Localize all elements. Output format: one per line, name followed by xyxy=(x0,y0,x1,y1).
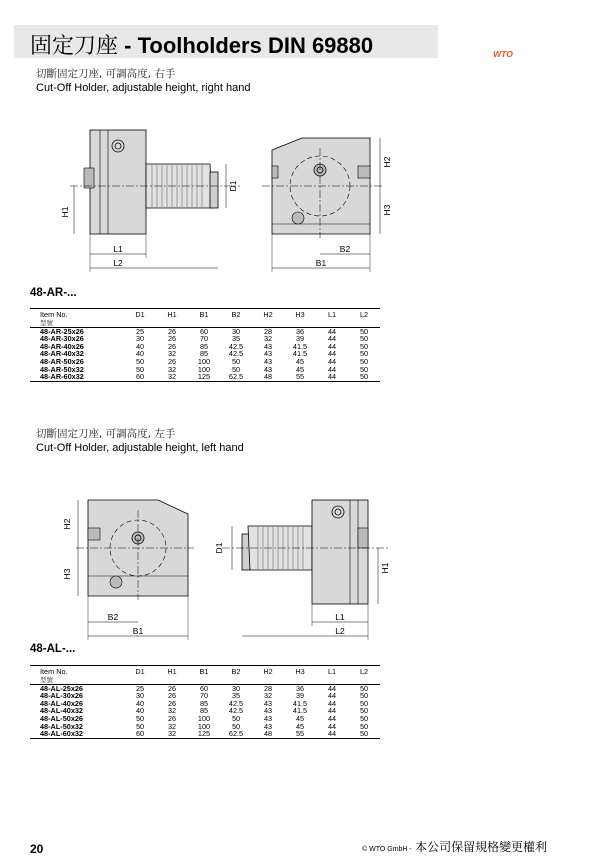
table-cell: 50 xyxy=(359,349,369,359)
table-cell: 44 xyxy=(327,721,337,731)
table-cell: 50 xyxy=(359,691,369,701)
table-cell: 32 xyxy=(167,729,177,739)
table-cell: 25 xyxy=(135,683,145,693)
table-cell: 25 xyxy=(135,326,145,336)
table-cell: 28 xyxy=(263,326,273,336)
right-hand-subtitle-zh: 切斷固定刀座, 可調高度, 右手 xyxy=(36,68,176,80)
table-cell: 43 xyxy=(263,349,273,359)
dim-label: H3 xyxy=(382,204,392,216)
page-title xyxy=(30,29,373,60)
table-cell: 26 xyxy=(167,691,177,701)
table-cell: 50 xyxy=(359,721,369,731)
col-header: H1 xyxy=(156,666,188,685)
item-number-cell: 48-AR-50x26 xyxy=(40,356,84,366)
dim-label: B2 xyxy=(339,244,351,254)
col-header: H1 xyxy=(156,309,188,328)
right-hand-spec-table xyxy=(30,308,380,382)
table-cell: 42.5 xyxy=(228,706,244,716)
page-title-chinese: 固定刀座 xyxy=(30,34,119,59)
col-header: H2 xyxy=(252,309,284,328)
dim-label: D1 xyxy=(214,542,224,554)
col-header: L1 xyxy=(316,666,348,685)
col-header: B2 xyxy=(220,666,252,685)
col-header: D1 xyxy=(124,309,156,328)
table-cell: 32 xyxy=(167,364,177,374)
table-cell: 50 xyxy=(359,713,369,723)
table-cell: 40 xyxy=(135,349,145,359)
table-cell: 50 xyxy=(231,721,241,731)
table-cell: 44 xyxy=(327,326,337,336)
col-header: L2 xyxy=(348,666,380,685)
table-cell: 44 xyxy=(327,341,337,351)
item-number-cell: 48-AR-40x26 xyxy=(40,341,84,351)
left-hand-spec-table xyxy=(30,665,380,739)
table-cell: 85 xyxy=(199,698,209,708)
table-cell: 100 xyxy=(197,713,211,723)
table-cell: 50 xyxy=(231,364,241,374)
item-number-cell: 48-AL-50x32 xyxy=(40,721,83,731)
table-cell: 43 xyxy=(263,706,273,716)
table-row xyxy=(30,373,380,381)
table-cell: 42.5 xyxy=(228,341,244,351)
item-number-cell: 48-AR-50x32 xyxy=(40,364,84,374)
wto-logo xyxy=(450,24,557,62)
item-number-cell: 48-AL-40x26 xyxy=(40,698,83,708)
table-cell: 50 xyxy=(135,713,145,723)
table-cell: 43 xyxy=(263,721,273,731)
table-cell: 44 xyxy=(327,364,337,374)
table-cell: 55 xyxy=(295,372,305,382)
table-cell: 85 xyxy=(199,706,209,716)
table-cell: 60 xyxy=(199,326,209,336)
item-number-cell: 48-AL-40x32 xyxy=(40,706,83,716)
item-number-cell: 48-AL-25x26 xyxy=(40,683,83,693)
table-cell: 50 xyxy=(135,356,145,366)
table-cell: 44 xyxy=(327,683,337,693)
table-cell: 40 xyxy=(135,341,145,351)
page-number: 20 xyxy=(30,842,44,856)
table-cell: 44 xyxy=(327,372,337,382)
table-cell: 43 xyxy=(263,341,273,351)
dim-label: H3 xyxy=(62,568,72,580)
table-cell: 50 xyxy=(359,698,369,708)
table-cell: 30 xyxy=(135,334,145,344)
table-cell: 32 xyxy=(263,691,273,701)
table-cell: 41.5 xyxy=(292,341,308,351)
table-cell: 60 xyxy=(135,372,145,382)
table-cell: 44 xyxy=(327,356,337,366)
table-cell: 41.5 xyxy=(292,706,308,716)
table-cell: 32 xyxy=(167,349,177,359)
table-cell: 44 xyxy=(327,349,337,359)
table-cell: 36 xyxy=(295,326,305,336)
table-cell: 85 xyxy=(199,349,209,359)
table-cell: 44 xyxy=(327,713,337,723)
table-cell: 28 xyxy=(263,683,273,693)
copyright-text: © WTO GmbH - xyxy=(362,846,412,853)
table-cell: 62.5 xyxy=(228,372,244,382)
table-cell: 32 xyxy=(167,721,177,731)
table-row xyxy=(30,730,380,738)
dim-label: H2 xyxy=(382,156,392,168)
col-header: L1 xyxy=(316,309,348,328)
table-cell: 43 xyxy=(263,698,273,708)
table-cell: 100 xyxy=(197,364,211,374)
table-cell: 45 xyxy=(295,364,305,374)
table-cell: 60 xyxy=(135,729,145,739)
table-cell: 48 xyxy=(263,372,273,382)
table-cell: 41.5 xyxy=(292,698,308,708)
col-header: B1 xyxy=(188,309,220,328)
table-cell: 50 xyxy=(359,372,369,382)
table-cell: 35 xyxy=(231,334,241,344)
table-cell: 44 xyxy=(327,334,337,344)
table-cell: 43 xyxy=(263,356,273,366)
table-cell: 50 xyxy=(359,683,369,693)
item-number-cell: 48-AL-50x26 xyxy=(40,713,83,723)
table-cell: 60 xyxy=(199,683,209,693)
item-number-cell: 48-AL-60x32 xyxy=(40,729,83,739)
page-title-english: - Toolholders DIN 69880 xyxy=(124,33,374,58)
right-hand-series: 48-AR-... xyxy=(30,287,77,299)
dim-label: L2 xyxy=(335,626,345,636)
table-cell: 50 xyxy=(135,364,145,374)
table-cell: 42.5 xyxy=(228,698,244,708)
right-hand-subtitle-en: Cut-Off Holder, adjustable height, right hand xyxy=(36,82,251,94)
table-cell: 30 xyxy=(231,683,241,693)
right-hand-front-view xyxy=(262,128,402,278)
rights-notice: 本公司保留規格變更權利 xyxy=(415,840,548,854)
table-cell: 26 xyxy=(167,713,177,723)
dim-label: L1 xyxy=(335,612,345,622)
item-no-header: Item No. 型號 xyxy=(30,309,124,328)
table-cell: 48 xyxy=(263,729,273,739)
table-cell: 100 xyxy=(197,721,211,731)
table-cell: 45 xyxy=(295,713,305,723)
table-cell: 43 xyxy=(263,713,273,723)
table-cell: 50 xyxy=(359,326,369,336)
dim-label: L2 xyxy=(113,258,123,268)
table-cell: 45 xyxy=(295,721,305,731)
table-cell: 100 xyxy=(197,356,211,366)
left-hand-front-view xyxy=(58,498,198,643)
table-cell: 50 xyxy=(359,334,369,344)
table-cell: 70 xyxy=(199,334,209,344)
item-number-cell: 48-AR-30x26 xyxy=(40,334,84,344)
left-hand-subtitle-zh: 切斷固定刀座, 可調高度, 左手 xyxy=(36,428,176,440)
table-cell: 62.5 xyxy=(228,729,244,739)
table-cell: 26 xyxy=(167,341,177,351)
dim-label: H2 xyxy=(62,518,72,530)
table-cell: 30 xyxy=(135,691,145,701)
col-header: B2 xyxy=(220,309,252,328)
col-header: H2 xyxy=(252,666,284,685)
table-cell: 26 xyxy=(167,334,177,344)
table-cell: 70 xyxy=(199,691,209,701)
dim-label: B2 xyxy=(107,612,119,622)
dim-label: B1 xyxy=(315,258,327,268)
table-cell: 50 xyxy=(231,713,241,723)
table-cell: 36 xyxy=(295,683,305,693)
table-cell: 50 xyxy=(359,341,369,351)
table-cell: 50 xyxy=(231,356,241,366)
table-cell: 26 xyxy=(167,356,177,366)
table-cell: 50 xyxy=(359,706,369,716)
dim-label: B1 xyxy=(132,626,144,636)
dim-label: H1 xyxy=(60,206,70,218)
col-header: L2 xyxy=(348,309,380,328)
logo-text: WTO xyxy=(493,49,513,59)
left-hand-series: 48-AL-... xyxy=(30,643,76,655)
table-cell: 40 xyxy=(135,706,145,716)
table-cell: 26 xyxy=(167,326,177,336)
table-cell: 26 xyxy=(167,698,177,708)
table-cell: 125 xyxy=(197,372,211,382)
table-cell: 43 xyxy=(263,364,273,374)
table-cell: 125 xyxy=(197,729,211,739)
table-cell: 50 xyxy=(359,364,369,374)
footer-copyright xyxy=(362,838,547,855)
table-cell: 26 xyxy=(167,683,177,693)
table-cell: 55 xyxy=(295,729,305,739)
table-cell: 39 xyxy=(295,334,305,344)
table-cell: 44 xyxy=(327,706,337,716)
table-cell: 32 xyxy=(167,706,177,716)
table-cell: 45 xyxy=(295,356,305,366)
col-header: H3 xyxy=(284,309,316,328)
item-number-cell: 48-AR-40x32 xyxy=(40,349,84,359)
dim-label: D1 xyxy=(228,180,238,192)
table-cell: 50 xyxy=(135,721,145,731)
table-cell: 39 xyxy=(295,691,305,701)
table-cell: 50 xyxy=(359,356,369,366)
table-cell: 44 xyxy=(327,729,337,739)
col-header: B1 xyxy=(188,666,220,685)
item-number-cell: 48-AL-30x26 xyxy=(40,691,83,701)
table-cell: 44 xyxy=(327,698,337,708)
table-cell: 41.5 xyxy=(292,349,308,359)
table-cell: 85 xyxy=(199,341,209,351)
table-cell: 35 xyxy=(231,691,241,701)
dim-label: L1 xyxy=(113,244,123,254)
table-cell: 30 xyxy=(231,326,241,336)
left-hand-side-view xyxy=(212,498,402,643)
item-number-cell: 48-AR-25x26 xyxy=(40,326,84,336)
table-cell: 40 xyxy=(135,698,145,708)
item-no-header: Item No. 型號 xyxy=(30,666,124,685)
col-header: D1 xyxy=(124,666,156,685)
item-number-cell: 48-AR-60x32 xyxy=(40,372,84,382)
col-header: H3 xyxy=(284,666,316,685)
table-cell: 50 xyxy=(359,729,369,739)
dim-label: H1 xyxy=(380,562,390,574)
table-cell: 44 xyxy=(327,691,337,701)
left-hand-subtitle-en: Cut-Off Holder, adjustable height, left hand xyxy=(36,442,244,454)
table-cell: 32 xyxy=(263,334,273,344)
right-hand-side-view xyxy=(60,128,250,278)
table-cell: 32 xyxy=(167,372,177,382)
table-cell: 42.5 xyxy=(228,349,244,359)
